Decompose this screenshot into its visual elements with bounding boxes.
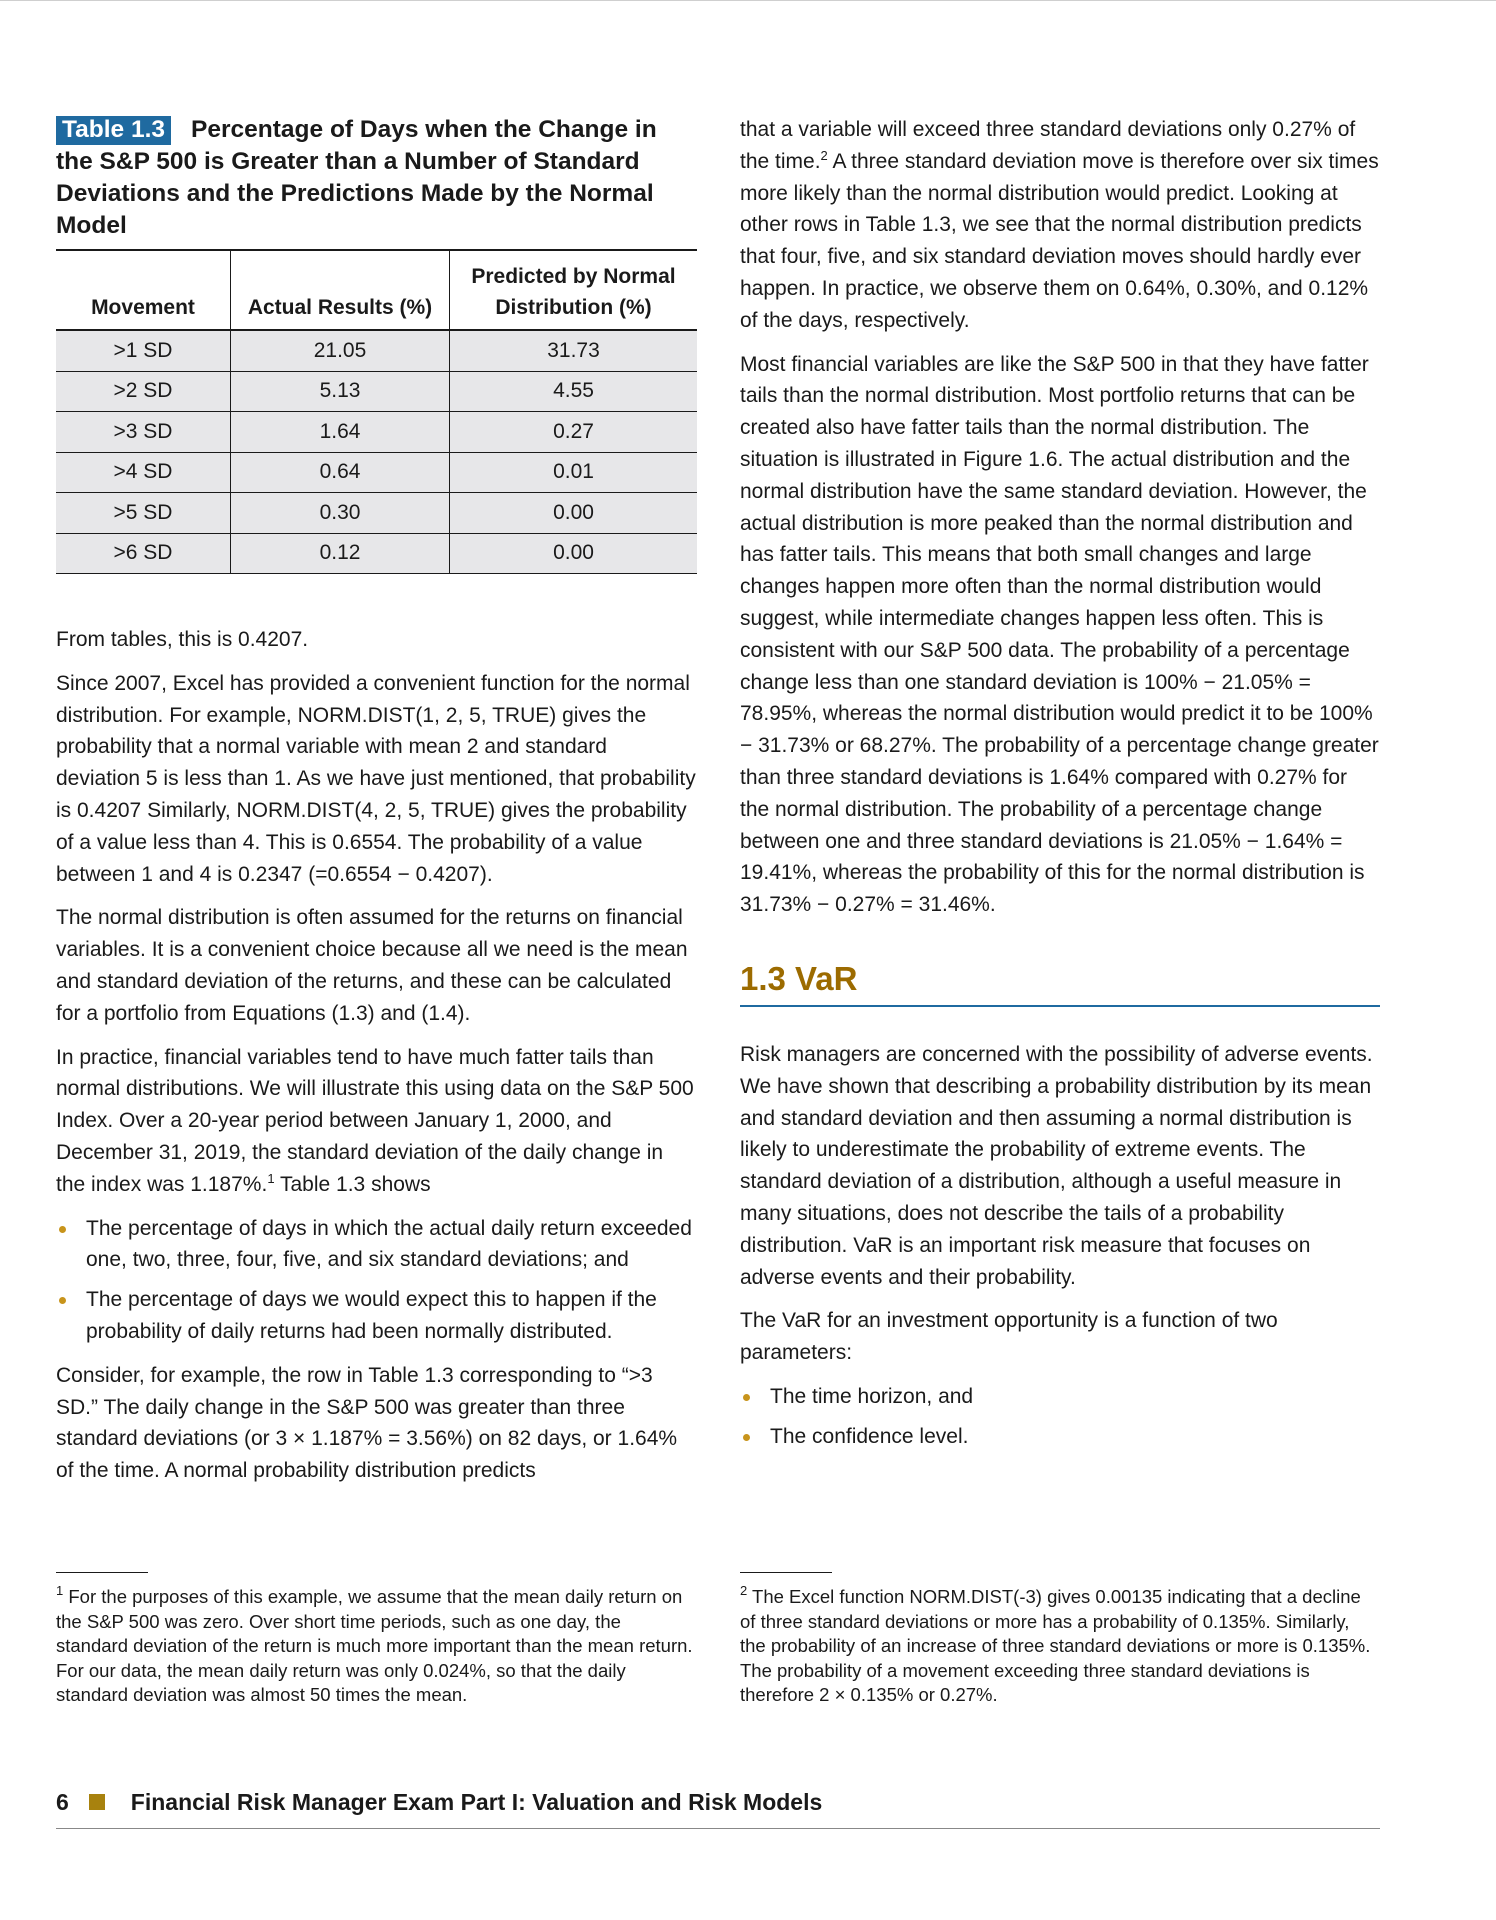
footnote-1 <box>56 1572 696 1708</box>
table-row <box>56 412 697 453</box>
paragraph-fat-tails <box>56 1042 696 1201</box>
paragraph-three-sd <box>740 114 1380 337</box>
paragraph-risk-managers: Risk managers are concerned with the possibility of adverse events. We have shown that describing a probability distribution by its mean and standard deviation and then assuming a normal distribution is likely to underestimate the probability of extreme events. The standard deviation of a distribution, although a useful measure in many situations, does not describe the tails of a probability distribution. VaR is an important risk measure that focuses on adverse events and their probability. <box>740 1042 1373 1289</box>
footnote-ref-2[interactable]: 2 <box>820 147 828 163</box>
cell-predicted: 4.55 <box>450 371 698 412</box>
paragraph-example-row: Consider, for example, the row in Table 1.3 corresponding to “>3 SD.” The daily change in the S&P 500 was greater than three standard deviations (or 3 × 1.187% = 3.56%) on 82 days, or 1.64% of the time. A normal probability distribution predicts <box>56 1363 678 1483</box>
page-number: 6 <box>56 1788 69 1815</box>
cell-actual: 0.30 <box>231 493 450 534</box>
list-item: The time horizon, and <box>740 1381 1380 1413</box>
footer-square-icon <box>89 1794 105 1810</box>
table-row <box>56 533 697 574</box>
cell-movement: >4 SD <box>56 452 231 493</box>
cell-movement: >3 SD <box>56 412 231 453</box>
table-row <box>56 452 697 493</box>
cell-predicted: 0.00 <box>450 533 698 574</box>
cell-movement: >6 SD <box>56 533 231 574</box>
page-top-rule <box>0 0 1496 1</box>
right-column <box>740 114 1380 1464</box>
paragraph-three-sd-main: that a variable will exceed three standard deviations only 0.27% of the time. <box>740 118 1356 173</box>
paragraph-excel-normdist: Since 2007, Excel has provided a convenient function for the normal distribution. For example, NORM.DIST(1, 2, 5, TRUE) gives the probability that a normal variable with mean 2 and standard deviation 5 is less than 1. As we have just mentioned, that probability is 0.4207 Similarly, NORM.DIST(4, 2, 5, TRUE) gives the probability of a value less than 4. This is 0.6554. The probability of a value between 1 and 4 is 0.2347 (=0.6554 − 0.4207). <box>56 671 696 886</box>
cell-actual: 0.12 <box>231 533 450 574</box>
table-row <box>56 371 697 412</box>
table-header-row <box>56 250 697 330</box>
footnote-mark-1: 1 <box>56 1583 64 1598</box>
paragraph-fat-tails-main: In practice, financial variables tend to have much fatter tails than normal distributions. We will illustrate this using data on the S&P 500 Index. Over a 20-year period between January 1, 2000, and December 31, 2019, the standard deviation of the daily change in the index was 1.187%. <box>56 1045 694 1196</box>
header-actual: Actual Results (%) <box>231 250 450 330</box>
footnote-text-1: For the purposes of this example, we assume that the mean daily return on the S&P 500 was zero. Over short time periods, such as one day, the standard deviation of the return is much more important than the mean return. For our data, the mean daily return was only 0.024%, so that the daily standard deviation was almost 50 times the mean. <box>56 1586 693 1705</box>
cell-movement: >2 SD <box>56 371 231 412</box>
paragraph-financial-variables: Most financial variables are like the S&P 500 in that they have fatter tails than the normal distribution. Most portfolio returns that can be created also have fatter tails than the normal distribution. The situation is illustrated in Figure 1.6. The actual distribution and the normal distribution have the same standard deviation. However, the actual distribution is more peaked than the normal distribution and has fatter tails. This means that both small changes and large changes happen more often than the normal distribution would suggest, while intermediate changes happen less often. This is consistent with our S&P 500 data. The probability of a percentage change less than one standard deviation is 100% − 21.05% = 78.95%, whereas the normal distribution would predict it to be 100% − 31.73% or 68.27%. The probability of a percentage change greater than three standard deviations is 1.64% compared with 0.27% for the normal distribution. The probability of a percentage change between one and three standard deviations is 21.05% − 1.64% = 19.41%, whereas the probability of this for the normal distribution is 31.73% − 0.27% = 31.46%. <box>740 352 1379 917</box>
cell-predicted: 0.00 <box>450 493 698 534</box>
cell-predicted: 0.27 <box>450 412 698 453</box>
book-title: Financial Risk Manager Exam Part I: Valuation and Risk Models <box>130 1788 823 1815</box>
table-row <box>56 493 697 534</box>
cell-actual: 5.13 <box>231 371 450 412</box>
footnote-ref-1[interactable]: 1 <box>267 1170 275 1186</box>
cell-movement: >1 SD <box>56 330 231 371</box>
footnote-rule <box>56 1572 148 1573</box>
cell-actual: 1.64 <box>231 412 450 453</box>
footnote-text-2: The Excel function NORM.DIST(-3) gives 0.00135 indicating that a decline of three standard deviations or more has a probability of 0.135%. Similarly, the probability of an increase of three standard deviations or more is 0.135%. The probability of a movement exceeding three standard deviations is therefore 2 × 0.135% or 0.27%. <box>740 1586 1371 1705</box>
section-title: 1.3 VaR <box>740 959 1380 1007</box>
cell-actual: 0.64 <box>231 452 450 493</box>
paragraph-normal-assumption: The normal distribution is often assumed for the returns on financial variables. It is a convenient choice because all we need is the mean and standard deviation of the returns, and these can be calculated for a portfolio from Equations (1.3) and (1.4). <box>56 906 688 1025</box>
table-row <box>56 330 697 371</box>
cell-actual: 21.05 <box>231 330 450 371</box>
cell-predicted: 31.73 <box>450 330 698 371</box>
left-column <box>56 112 696 1499</box>
footer-rule <box>56 1828 1380 1829</box>
page-footer <box>56 1786 1380 1829</box>
cell-predicted: 0.01 <box>450 452 698 493</box>
cell-movement: >5 SD <box>56 493 231 534</box>
paragraph-var-parameters: The VaR for an investment opportunity is a function of two parameters: <box>740 1309 1278 1365</box>
footnote-2 <box>740 1572 1380 1708</box>
right-bullet-list <box>740 1381 1380 1453</box>
list-item: The percentage of days we would expect this to happen if the probability of daily returns had been normally distributed. <box>56 1284 696 1348</box>
header-movement: Movement <box>56 250 231 330</box>
paragraph-fat-tails-tail: Table 1.3 shows <box>274 1172 431 1196</box>
list-item: The confidence level. <box>740 1421 1380 1453</box>
footnote-mark-2: 2 <box>740 1583 748 1598</box>
table-label: Table 1.3 <box>56 116 171 145</box>
left-bullet-list <box>56 1213 696 1348</box>
header-predicted: Predicted by Normal Distribution (%) <box>450 250 698 330</box>
table-caption-text: Percentage of Days when the Change in the S&P 500 is Greater than a Number of Standard Deviations and the Predictions Made by the Normal Model <box>56 116 657 239</box>
list-item: The percentage of days in which the actual daily return exceeded one, two, three, four, five, and six standard deviations; and <box>56 1213 696 1277</box>
results-table <box>56 249 697 574</box>
section-heading <box>740 959 1380 1007</box>
footnote-rule <box>740 1572 832 1573</box>
paragraph-three-sd-tail: A three standard deviation move is therefore over six times more likely than the normal distribution would predict. Looking at other rows in Table 1.3, we see that the normal distribution predicts that four, five, and six standard deviation moves should hardly ever happen. In practice, we observe them on 0.64%, 0.30%, and 0.12% of the days, respectively. <box>740 149 1379 332</box>
table-caption <box>56 114 696 242</box>
paragraph-tables: From tables, this is 0.4207. <box>56 628 309 651</box>
